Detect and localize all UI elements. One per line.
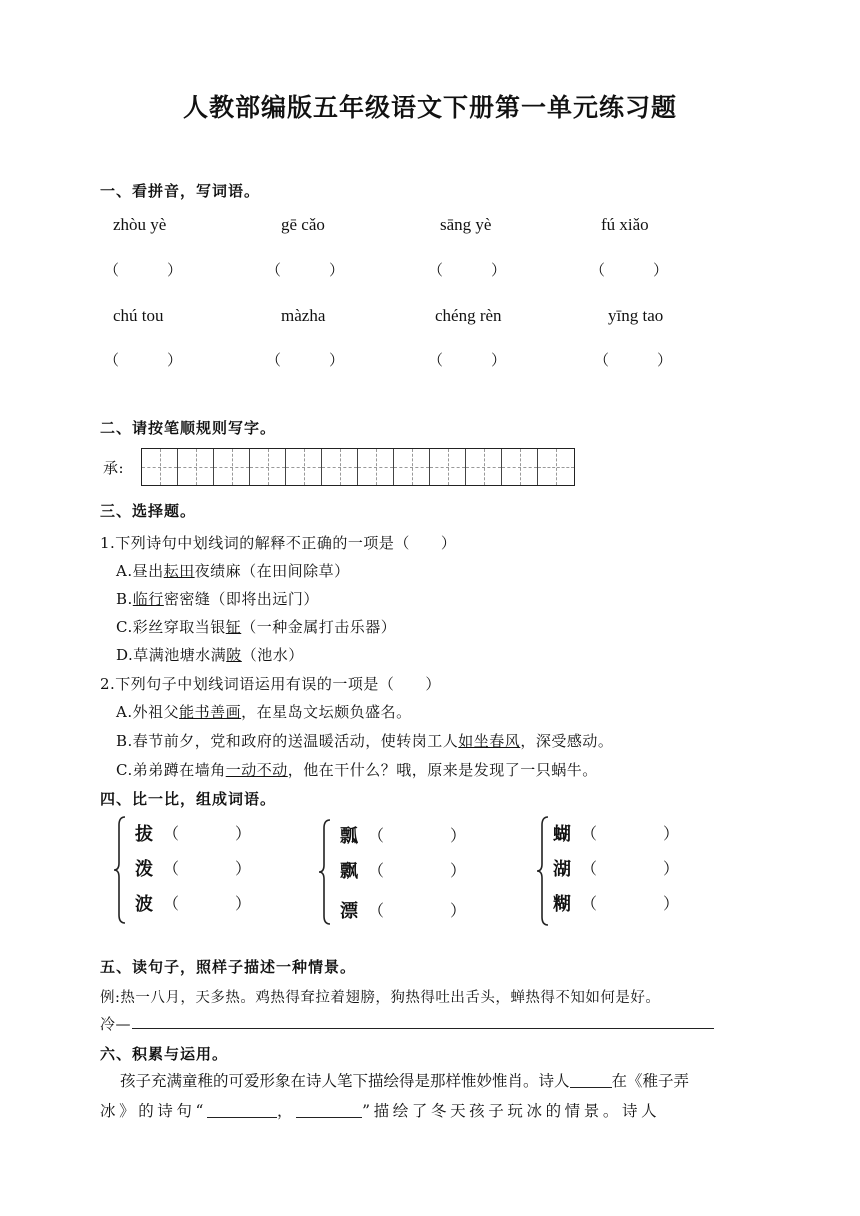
- blank-line-a[interactable]: [207, 1099, 277, 1118]
- pinyin-3: sāng yè: [440, 215, 492, 234]
- answer-line[interactable]: [132, 1028, 714, 1029]
- section-6-heading: 六、积累与运用。: [100, 1045, 229, 1063]
- word-box[interactable]: （ ）: [163, 824, 252, 843]
- question-1: 1.下列诗句中划线词的解释不正确的一项是（ ）: [100, 534, 457, 552]
- char-hu-paste: 糊: [553, 894, 571, 915]
- char-piao-float: 飘: [340, 861, 358, 882]
- grid-cell[interactable]: [394, 449, 430, 485]
- grid-cell[interactable]: [430, 449, 466, 485]
- grid-cell[interactable]: [214, 449, 250, 485]
- word-box[interactable]: （ ）: [581, 859, 680, 878]
- word-box[interactable]: （ ）: [368, 826, 467, 845]
- grid-cell[interactable]: [286, 449, 322, 485]
- section-5-heading: 五、读句子，照样子描述一种情景。: [100, 958, 357, 976]
- answer-box-7[interactable]: （ ）: [428, 351, 507, 369]
- q1-option-b[interactable]: B.临行密密缝（即将出远门）: [116, 590, 319, 608]
- q2-option-b[interactable]: B.春节前夕，党和政府的送温暖活动，使转岗工人如坐春风，深受感动。: [116, 732, 614, 750]
- answer-box-2[interactable]: （ ）: [266, 261, 345, 279]
- grid-cell[interactable]: [142, 449, 178, 485]
- q1-option-d[interactable]: D.草满池塘水满陂（池水）: [116, 646, 304, 664]
- question-2: 2.下列句子中划线词语运用有误的一项是（ ）: [100, 675, 441, 693]
- grid-cell[interactable]: [250, 449, 286, 485]
- word-box[interactable]: （ ）: [163, 859, 252, 878]
- word-box[interactable]: （ ）: [368, 861, 467, 880]
- grid-cell[interactable]: [502, 449, 538, 485]
- paragraph-line-2: 冰》的诗句“ ， ”描绘了冬天孩子玩冰的情景。诗人: [100, 1096, 660, 1126]
- grid-cell[interactable]: [538, 449, 574, 485]
- section-4-heading: 四、比一比，组成词语。: [100, 790, 277, 808]
- grid-cell[interactable]: [178, 449, 214, 485]
- word-box[interactable]: （ ）: [581, 824, 680, 843]
- section-3-heading: 三、选择题。: [100, 502, 197, 520]
- page-title: 人教部编版五年级语文下册第一单元练习题: [182, 93, 677, 122]
- answer-box-1[interactable]: （ ）: [104, 261, 183, 279]
- char-piao-gourd: 瓢: [340, 826, 358, 847]
- pinyin-5: chú tou: [113, 306, 164, 325]
- grid-cell[interactable]: [358, 449, 394, 485]
- section-1-heading: 一、看拼音，写词语。: [100, 182, 261, 200]
- pinyin-7: chéng rèn: [435, 306, 502, 325]
- pinyin-8: yīng tao: [608, 306, 664, 325]
- pinyin-6: màzha: [281, 306, 326, 325]
- char-bo: 波: [135, 894, 153, 915]
- writing-grid[interactable]: [141, 448, 575, 486]
- pinyin-4: fú xiǎo: [601, 215, 649, 234]
- char-piao-drift: 漂: [340, 901, 358, 922]
- section-2-heading: 二、请按笔顺规则写字。: [100, 419, 277, 437]
- cold-prompt: 冷—: [100, 1015, 132, 1033]
- char-hu-butterfly: 蝴: [553, 824, 571, 845]
- word-box[interactable]: （ ）: [163, 894, 252, 913]
- q1-option-c[interactable]: C.彩丝穿取当银钲（一种金属打击乐器）: [116, 618, 397, 636]
- answer-box-4[interactable]: （ ）: [590, 261, 669, 279]
- q1-option-a[interactable]: A.昼出耘田夜绩麻（在田间除草）: [116, 562, 350, 580]
- char-hu-lake: 湖: [553, 859, 571, 880]
- paragraph-line-1: 孩子充满童稚的可爱形象在诗人笔下描绘得是那样惟妙惟肖。诗人 在《稚子弄: [120, 1066, 689, 1096]
- answer-box-5[interactable]: （ ）: [104, 351, 183, 369]
- pinyin-2: gē cǎo: [281, 215, 325, 234]
- pinyin-1: zhòu yè: [113, 215, 167, 234]
- q2-option-a[interactable]: A.外祖父能书善画，在星岛文坛颇负盛名。: [116, 703, 412, 721]
- word-box[interactable]: （ ）: [368, 901, 467, 920]
- stroke-order-char: 承:: [103, 459, 125, 477]
- answer-box-8[interactable]: （ ）: [594, 351, 673, 369]
- char-po: 泼: [135, 859, 153, 880]
- example-sentence: 例:热一八月，天多热。鸡热得耷拉着翅膀，狗热得吐出舌头，蝉热得不知如何是好。: [100, 990, 661, 1006]
- answer-box-6[interactable]: （ ）: [266, 351, 345, 369]
- blank-poet[interactable]: [570, 1069, 612, 1088]
- brace-1: [113, 815, 127, 925]
- grid-cell[interactable]: [322, 449, 358, 485]
- char-ba: 拔: [135, 824, 153, 845]
- answer-box-3[interactable]: （ ）: [428, 261, 507, 279]
- q2-option-c[interactable]: C.弟弟蹲在墙角一动不动，他在干什么？哦，原来是发现了一只蜗牛。: [116, 761, 598, 779]
- brace-3: [536, 815, 550, 927]
- word-box[interactable]: （ ）: [581, 894, 680, 913]
- grid-cell[interactable]: [466, 449, 502, 485]
- brace-2: [318, 818, 332, 926]
- blank-line-b[interactable]: [296, 1099, 362, 1118]
